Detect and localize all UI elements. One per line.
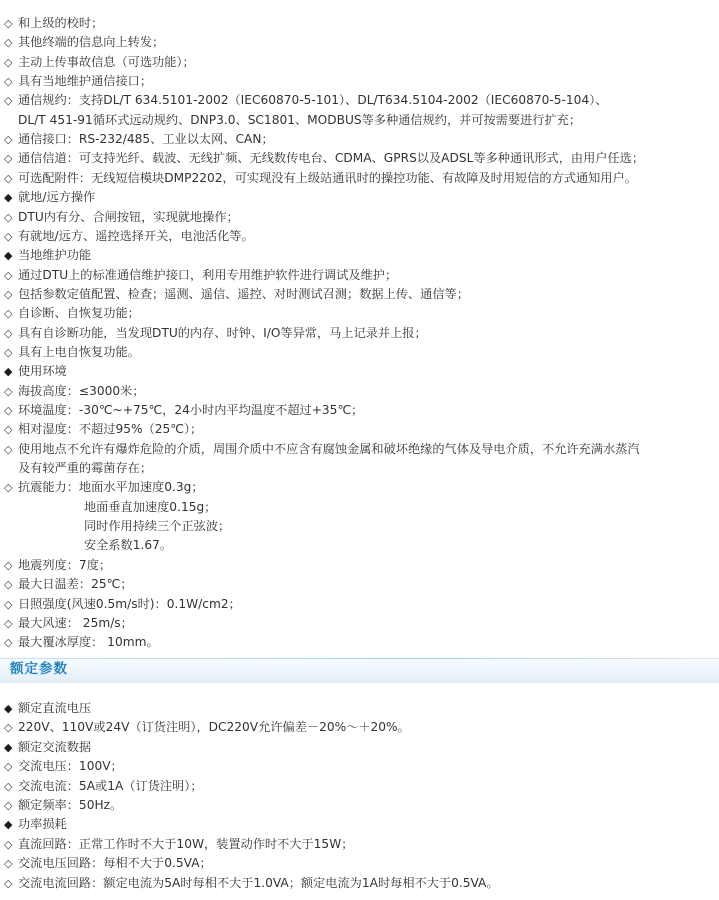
- hollow-diamond-icon: ◇: [4, 857, 13, 871]
- hollow-diamond-icon: ◇: [4, 133, 13, 147]
- filled-diamond-icon: ◆: [4, 702, 13, 715]
- list-item-text: 交流电流：5A或1A（订货注明）；: [18, 778, 203, 793]
- hollow-diamond-icon: ◇: [4, 442, 13, 456]
- list-item: [4, 442, 640, 457]
- hollow-diamond-icon: ◇: [4, 721, 13, 735]
- list-item-text: 通信信道：可支持光纤、载波、无线扩频、无线数传电台、CDMA、GPRS以及ADSL等多种通讯形式，由用户任选；: [18, 151, 645, 166]
- hollow-diamond-icon: ◇: [4, 229, 13, 243]
- list-item: [4, 779, 203, 794]
- list-item: [4, 345, 140, 360]
- list-item: [4, 837, 353, 852]
- quake-indent-item: 地面垂直加速度0.15g；: [84, 499, 217, 514]
- list-item-text: 具有上电自恢复功能。: [18, 344, 140, 359]
- list-item: [4, 93, 607, 108]
- filled-diamond-icon: ◆: [4, 365, 13, 379]
- hollow-diamond-icon: ◇: [4, 597, 13, 611]
- list-item: [4, 113, 581, 127]
- list-item-text: 通信规约：支持DL/T 634.5101-2002（IEC60870-5-101）、DL/T634.5104-2002（IEC60870-5-104）、: [18, 93, 608, 108]
- hollow-diamond-icon: ◇: [4, 423, 13, 437]
- hollow-diamond-icon: ◇: [4, 75, 13, 89]
- hollow-diamond-icon: ◇: [4, 152, 13, 166]
- list-item-text: 主动上传事故信息（可选功能）；: [18, 54, 195, 69]
- hollow-diamond-icon: ◇: [4, 404, 13, 417]
- hollow-diamond-icon: ◇: [4, 345, 13, 359]
- list-item-text: 抗震能力：地面水平加速度0.3g；: [18, 480, 204, 495]
- list-item: [4, 132, 274, 147]
- list-item: [4, 876, 499, 891]
- filled-diamond-icon: ◆: [4, 249, 13, 263]
- list-item-text: 就地/远方操作: [18, 190, 96, 205]
- list-item-text: 交流电压：100V；: [18, 759, 123, 774]
- hollow-diamond-icon: ◇: [4, 55, 13, 69]
- section-divider: [0, 658, 719, 659]
- hollow-diamond-icon: ◇: [4, 779, 13, 793]
- hollow-diamond-icon: ◇: [4, 616, 13, 630]
- list-item: [4, 480, 204, 495]
- list-item-text: 海拔高度：≤3000米；: [18, 383, 145, 398]
- list-item: [4, 635, 159, 650]
- list-item-text: 220V、110V或24V（订货注明），DC220V允许偏差－20%～＋20%。: [18, 720, 410, 735]
- hollow-diamond-icon: ◇: [4, 36, 13, 50]
- hollow-diamond-icon: ◇: [4, 268, 13, 282]
- hollow-diamond-icon: ◇: [4, 799, 13, 812]
- list-item-text: 功率损耗: [18, 817, 67, 832]
- list-item-text: 包括参数定值配置、检查；遥测、遥信、遥控、对时测试召测；数据上传、通信等；: [18, 286, 469, 301]
- hollow-diamond-icon: ◇: [4, 210, 13, 224]
- list-item-text: 额定交流数据: [18, 739, 92, 754]
- section-title-rated-params: 额定参数: [10, 661, 68, 677]
- section-heading-item: [4, 740, 91, 755]
- list-item: [4, 384, 145, 399]
- list-item-text: 和上级的校时；: [18, 16, 104, 30]
- quake-indent-item: 安全系数1.67。: [84, 538, 173, 553]
- list-item: [4, 461, 152, 475]
- list-item: [4, 759, 123, 774]
- hollow-diamond-icon: ◇: [4, 287, 13, 301]
- hollow-diamond-icon: ◇: [4, 481, 13, 495]
- list-item: [4, 151, 644, 166]
- hollow-diamond-icon: ◇: [4, 384, 13, 398]
- list-item: [4, 856, 212, 871]
- list-item: [4, 210, 239, 225]
- list-item: [4, 597, 241, 612]
- list-item-text: 最大风速： 25m/s；: [18, 615, 133, 630]
- list-item-text: DTU内有分、合闸按钮，实现就地操作；: [18, 209, 239, 224]
- list-item-text: 额定直流电压: [18, 701, 92, 715]
- list-item-text: 通信接口：RS-232/485、工业以太网、CAN；: [18, 132, 274, 147]
- hollow-diamond-icon: ◇: [4, 636, 13, 650]
- list-item-text: 自诊断、自恢复功能；: [18, 306, 140, 321]
- list-item-text: 使用环境: [18, 364, 67, 379]
- list-item-text: 直流回路：正常工作时不大于10W，装置动作时不大于15W；: [18, 836, 354, 851]
- list-item-text: 使用地点不允许有爆炸危险的介质，周围介质中不应含有腐蚀金属和破坏绝缘的气体及导电介质，不允许充满水蒸汽: [18, 441, 640, 456]
- filled-diamond-icon: ◆: [4, 191, 13, 205]
- filled-diamond-icon: ◆: [4, 818, 13, 832]
- list-item-text: 最大日温差：25℃；: [18, 577, 133, 592]
- hollow-diamond-icon: ◇: [4, 17, 13, 30]
- quake-indent-item: 同时作用持续三个正弦波；: [84, 519, 231, 534]
- list-item: [4, 403, 363, 418]
- filled-diamond-icon: ◆: [4, 740, 13, 754]
- list-item: [4, 798, 122, 813]
- section-heading-item: [4, 364, 67, 379]
- list-item-text: 有就地/远方、遥控选择开关，电池活化等。: [18, 228, 254, 243]
- section-heading-item: [4, 701, 91, 716]
- hollow-diamond-icon: ◇: [4, 578, 13, 592]
- list-item-text: 具有当地维护通信接口；: [18, 74, 153, 89]
- list-item-text: 日照强度(风速0.5m/s时)：0.1W/cm2；: [18, 596, 241, 611]
- list-item: [4, 171, 637, 186]
- hollow-diamond-icon: ◇: [4, 558, 13, 572]
- list-item-text: 可选配附件：无线短信模块DMP2202，可实现没有上级站通讯时的操控功能、有故障及时用短信的方式通知用户。: [18, 170, 637, 185]
- section-heading-item: [4, 248, 91, 263]
- list-item-text: 通过DTU上的标准通信维护接口，利用专用维护软件进行调试及维护；: [18, 267, 398, 282]
- hollow-diamond-icon: ◇: [4, 876, 13, 890]
- list-item-text: 相对湿度：不超过95%（25℃）；: [18, 422, 203, 437]
- section-heading-item: [4, 817, 67, 832]
- hollow-diamond-icon: ◇: [4, 760, 13, 774]
- list-item: [4, 35, 164, 50]
- list-item: [4, 74, 152, 89]
- list-item-text: 具有自诊断功能，当发现DTU的内存、时钟、I/O等异常，马上记录并上报；: [18, 325, 427, 340]
- section-header-bar: [0, 653, 719, 683]
- list-item: [4, 229, 254, 244]
- list-item: [4, 268, 397, 283]
- list-item-text: 其他终端的信息向上转发；: [18, 35, 165, 50]
- list-item: [4, 720, 410, 735]
- list-item-text: 当地维护功能: [18, 248, 92, 263]
- list-item-text: DL/T 451-91循环式远动规约、DNP3.0、SC1801、MODBUS等多种通信规约，并可按需要进行扩充；: [18, 112, 582, 127]
- hollow-diamond-icon: ◇: [4, 837, 13, 851]
- hollow-diamond-icon: ◇: [4, 307, 13, 321]
- list-item: [4, 616, 133, 631]
- list-item-text: 及有较严重的霉菌存在；: [18, 461, 153, 476]
- list-item-text: 最大覆冰厚度： 10mm。: [18, 635, 159, 650]
- hollow-diamond-icon: ◇: [4, 94, 13, 108]
- list-item: [4, 287, 469, 302]
- list-item: [4, 16, 103, 31]
- hollow-diamond-icon: ◇: [4, 326, 13, 340]
- list-item-text: 交流电压回路：每相不大于0.5VA；: [18, 856, 212, 871]
- hollow-diamond-icon: ◇: [4, 171, 13, 185]
- list-item-text: 额定频率：50Hz。: [18, 798, 123, 812]
- list-item: [4, 577, 133, 592]
- list-item-text: 地震列度：7度；: [18, 557, 112, 572]
- list-item: [4, 558, 111, 573]
- list-item: [4, 326, 427, 341]
- section-heading-item: [4, 190, 95, 205]
- list-item-text: 环境温度：-30℃~+75℃，24小时内平均温度不超过+35℃；: [18, 403, 364, 417]
- list-item: [4, 55, 195, 70]
- list-item: [4, 306, 140, 321]
- list-item: [4, 422, 202, 437]
- list-item-text: 交流电流回路：额定电流为5A时每相不大于1.0VA；额定电流为1A时每相不大于0.5VA。: [18, 875, 499, 890]
